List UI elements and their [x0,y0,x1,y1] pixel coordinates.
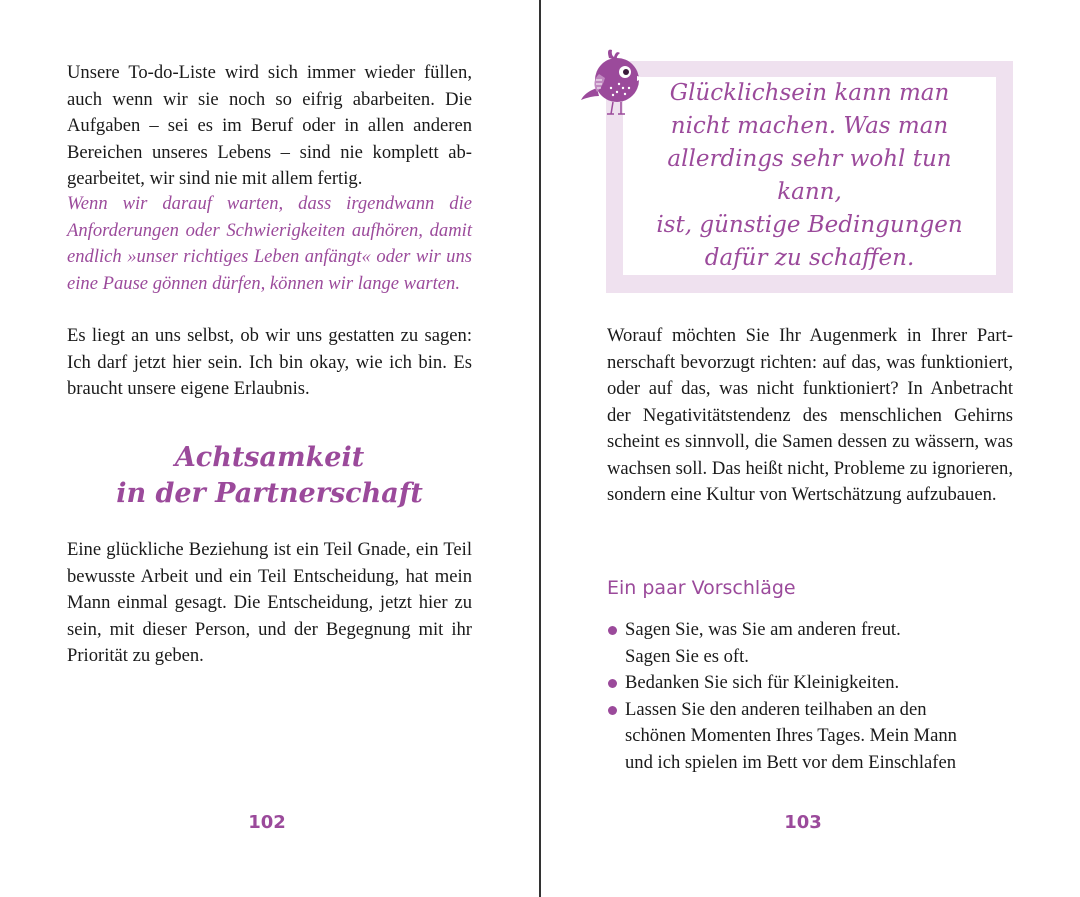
list-item-line: schönen Momenten Ihres Tages. Mein Mann [625,725,957,746]
bullet-dot-icon [608,679,617,688]
list-item-line: Bedanken Sie sich für Kleinigkeiten. [625,672,900,693]
list-item [607,617,1027,670]
quote-inner [623,77,996,275]
list-item-line: und ich spielen im Bett vor dem Einschlafen [625,751,956,773]
paragraph: Eine glückliche Beziehung ist ein Teil Gnade, ein Teil bewusste Arbeit und ein Teil Entscheidung, hat mein Mann einmal gesagt. Die Entscheidung, jetzt hier zu sein, mit dieser Person, und der Begegnung mit ihr Priorität zu geben. [67,539,472,666]
list-item-line: Lassen Sie den anderen teilhaben an den [625,698,927,720]
page-number: 103 [784,812,822,833]
quote-line: ist, günstige Bedingungen [656,212,963,238]
left-page [0,0,539,897]
quote-line: nicht machen. Was man [670,113,949,139]
section-heading-line-2: in der Partnerschaft [116,478,423,509]
bullet-dot-icon [608,706,617,715]
quote-line: Glücklichsein kann man [669,80,950,106]
bird-icon [581,44,647,118]
paragraph: Worauf möchten Sie Ihr Augenmerk in Ihrer Partnerschaft bevorzugt richten: auf das, was funktioniert, oder auf das, was nicht funktioniert? In Anbetracht der Negativitätstendenz des menschlichen Gehirns scheint es sinnvoll, die Samen dessen zu wässern, was wachsen soll. Das heißt nicht, Probleme zu ignorieren, sondern eine Kultur von Wertschätzung aufzubauen. [607,325,1013,505]
paragraph: Es liegt an uns selbst, ob wir uns gestatten zu sagen: Ich darf jetzt hier sein. Ich bin okay, wie ich bin. Es braucht unsere eigene Erlaubnis. [67,325,472,399]
quote-text [640,77,980,275]
quote-line: allerdings sehr wohl tun kann, [667,146,952,205]
list-item [607,670,1027,697]
suggestion-list [607,617,1027,776]
paragraph: Unsere To-do-Liste wird sich immer wieder füllen, auch wenn wir sie noch so eifrig abarbeiten. Die Aufgaben – sei es im Beruf oder in allen anderen Bereichen unseres Lebens – sind nie komplett abgearbeitet, wir sind nie mit allem fertig. [67,62,472,189]
subheading: Ein paar Vorschläge [607,577,796,599]
right-page [541,0,1080,897]
bullet-dot-icon [608,626,617,635]
list-item [607,697,1027,777]
section-heading-line-1: Achtsamkeit [174,442,365,473]
section-heading [67,440,472,512]
quote-line: dafür zu schaffen. [704,245,915,271]
list-item-line: Sagen Sie es oft. [625,645,749,667]
quote-box [606,61,1013,293]
list-item-line: Sagen Sie, was Sie am anderen freut. [625,619,901,640]
page-number: 102 [248,812,286,833]
emphasized-paragraph: Wenn wir darauf warten, dass irgendwann die Anforderungen oder Schwierigkeiten aufhören, damit endlich »unser richtiges Leben anfängt« oder wir uns eine Pause gönnen dürfen, können wir lange warten. [67,193,472,294]
